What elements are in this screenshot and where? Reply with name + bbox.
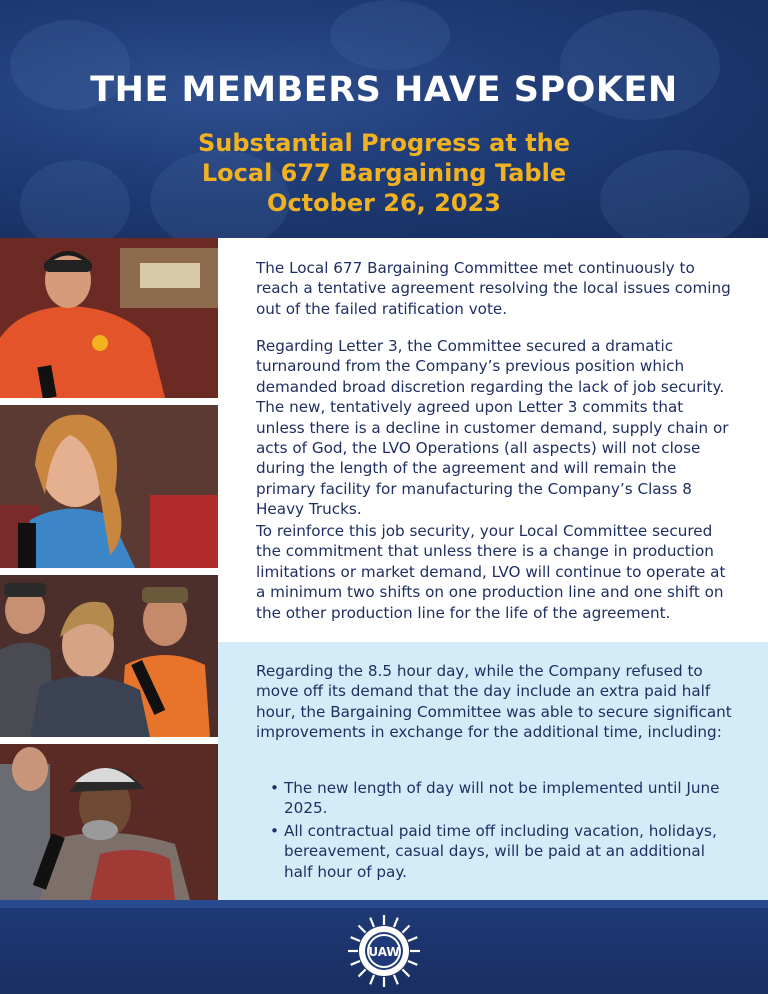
subtitle-line-2: Local 677 Bargaining Table [201,159,567,187]
member-photo-1 [0,238,218,398]
footer-stripe [0,900,768,908]
member-photo-3 [0,575,218,737]
job-security-paragraph: To reinforce this job security, your Local Committee secured the commitment that unless there is a change in production limitations or market demand, LVO will continue to operate at a minimum two shifts on one production line and one shift on the other production line for the life of the agreement. [256,522,726,622]
day-length-paragraph: Regarding the 8.5 hour day, while the Company refused to move off its demand that the day include an extra paid half hour, the Bargaining Committee was able to secure significant improvements in exchange for the additional time, including: [256,662,732,742]
footer [0,900,768,994]
uaw-logo [346,913,422,989]
subtitle-date: October 26, 2023 [267,189,501,217]
member-photo-4 [0,744,218,900]
crowd-silhouette [330,0,450,70]
letter-3-paragraph: Regarding Letter 3, the Committee secured a dramatic turnaround from the Company’s previous position which demanded broad discretion regarding the lack of job security. The new, tentatively agreed upon Letter 3 commits that unless there is a decline in customer demand, supply chain or acts of God, the LVO Operations (all aspects) will not close during the length of the agreement and will remain the primary facility for manufacturing the Company’s Class 8 Heavy Trucks. [256,337,729,519]
member-photo-2 [0,405,218,568]
list-item: • The new length of day will not be implemented until June 2025. [268,778,738,819]
header-banner [0,0,768,238]
subtitle-line-1: Substantial Progress at the [197,129,571,157]
photo-column [0,238,218,900]
intro-paragraph: The Local 677 Bargaining Committee met continuously to reach a tentative agreement resolving the local issues coming out of the failed ratification vote. [256,259,731,318]
list-item: • All contractual paid time off including vacation, holidays, bereavement, casual days, will be paid at an additional half hour of pay. [268,821,738,882]
svg-text:UAW: UAW [368,945,400,959]
page-title: THE MEMBERS HAVE SPOKEN [90,70,678,110]
improvements-list [268,778,738,884]
